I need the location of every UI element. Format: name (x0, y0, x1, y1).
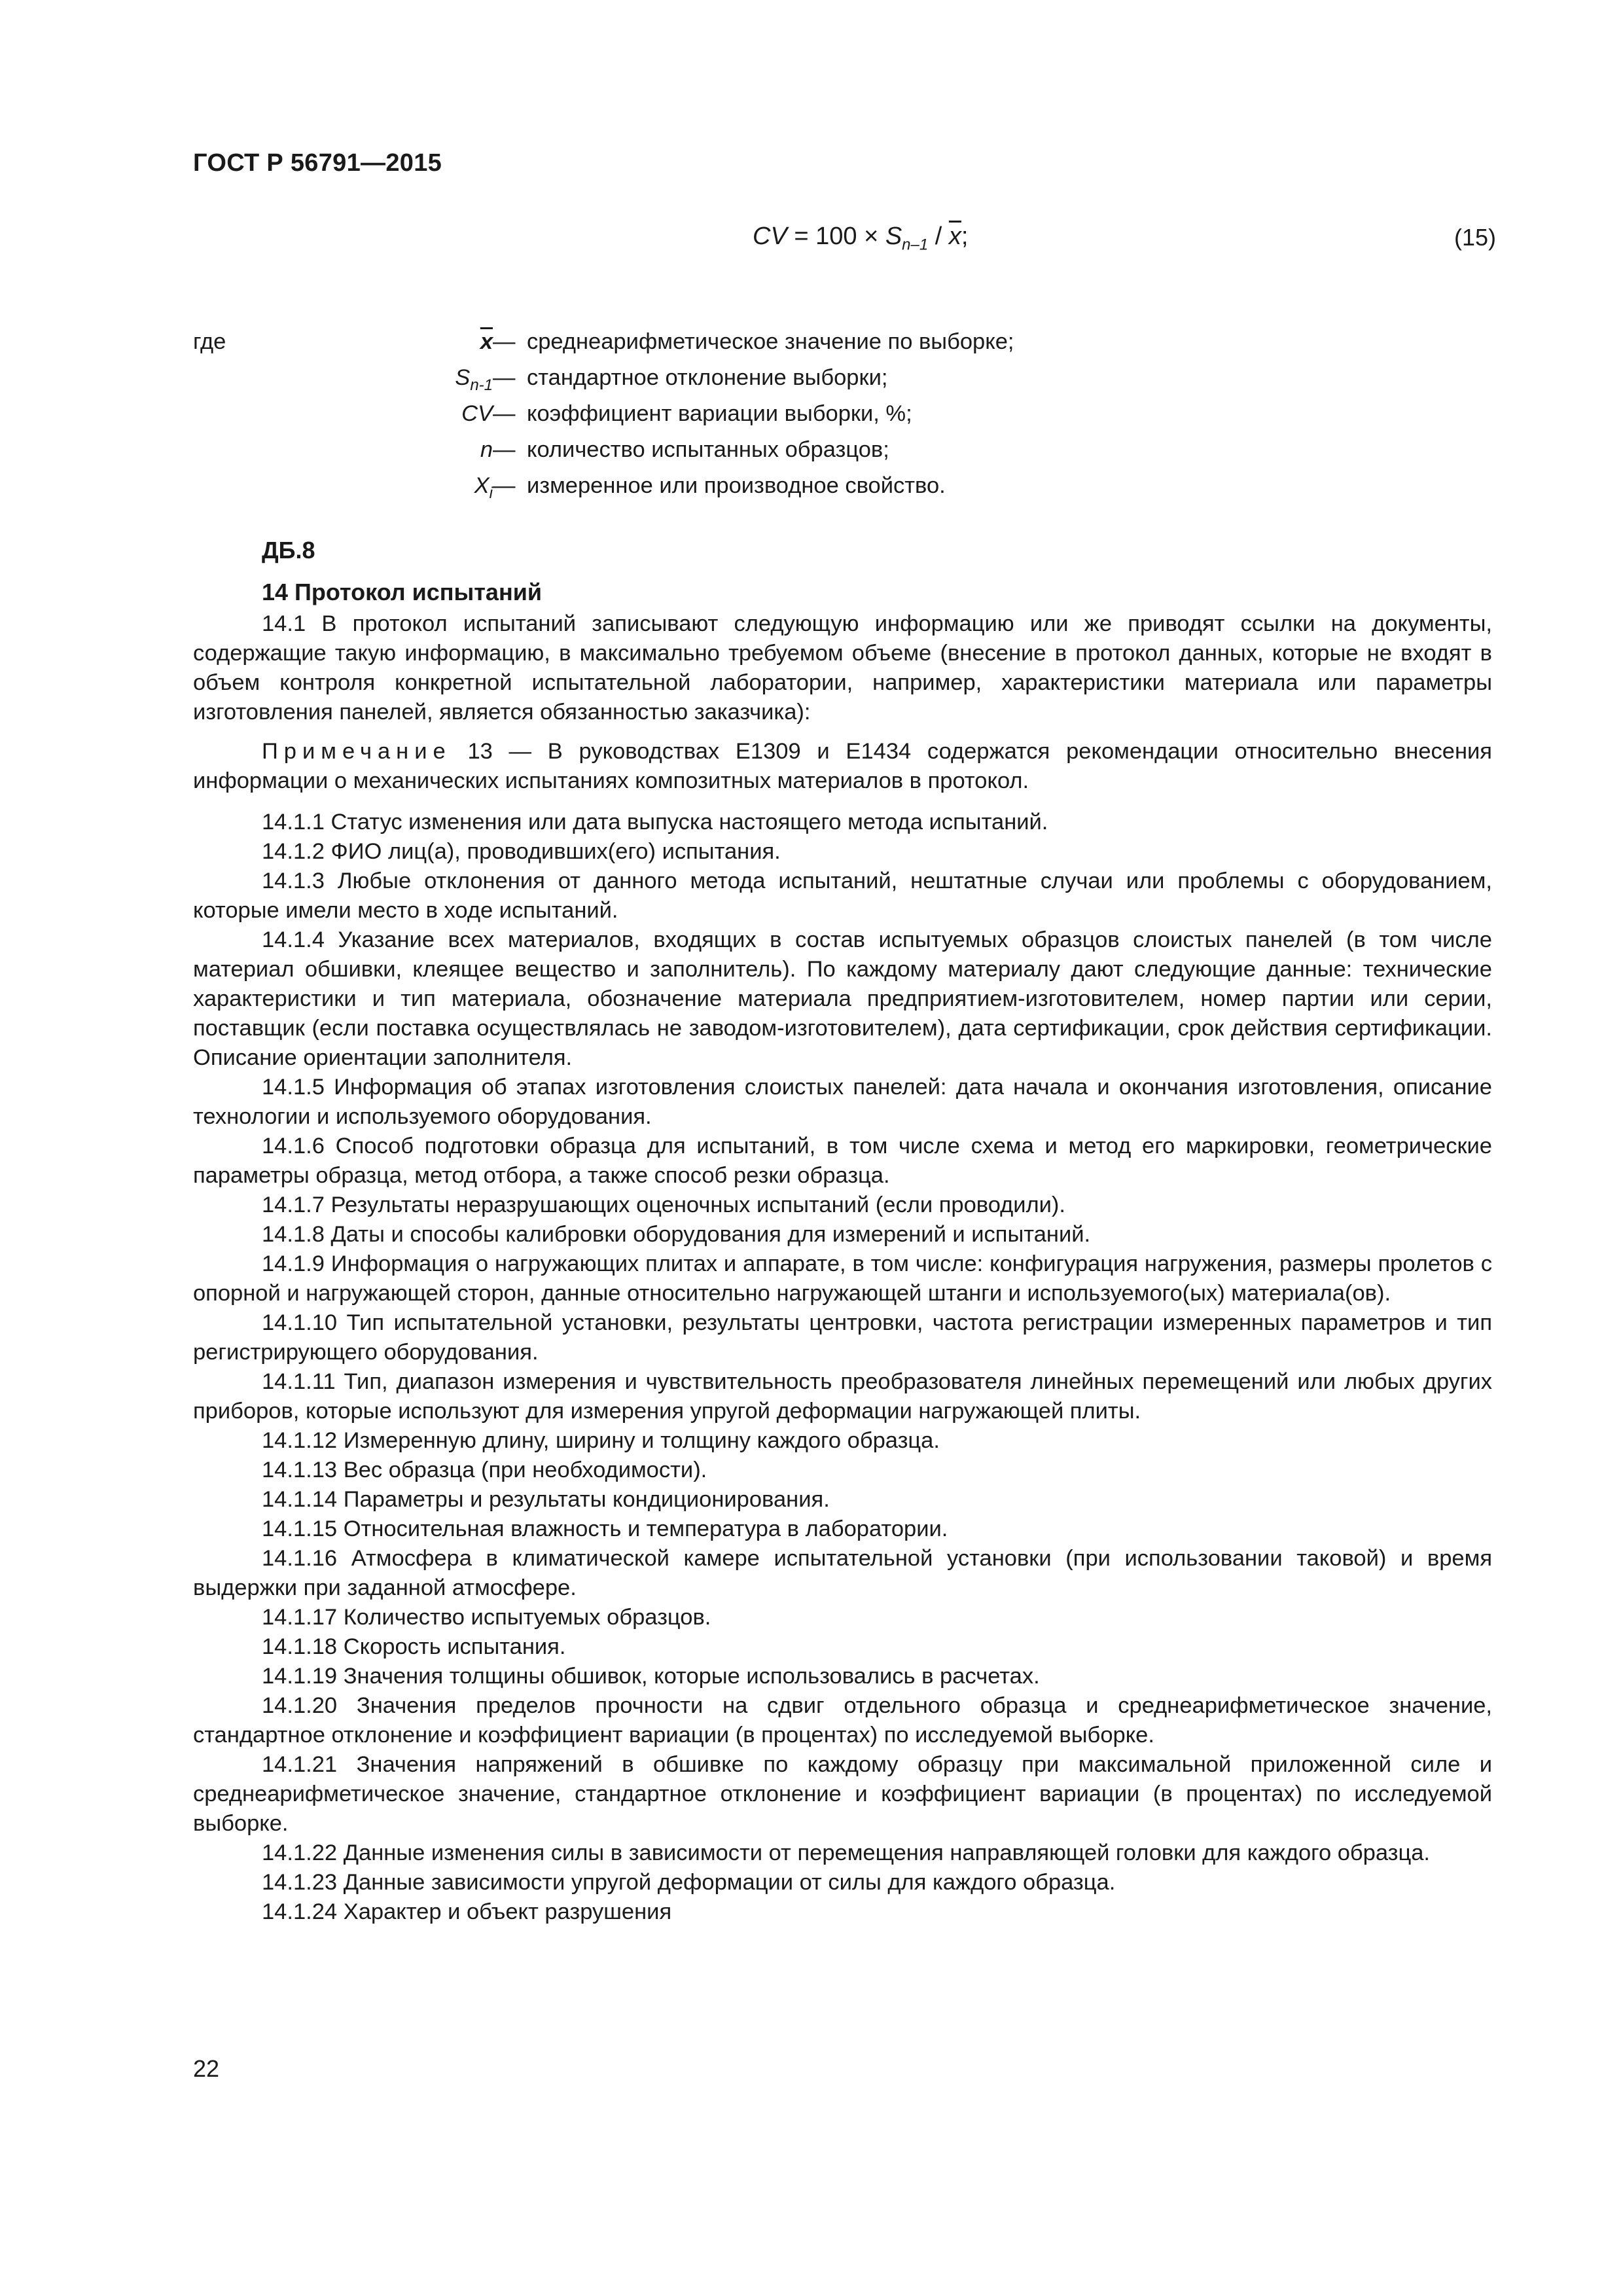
where-row (193, 396, 1502, 432)
section-label: ДБ.8 (262, 537, 315, 564)
formula-eq: = 100 × (787, 223, 885, 250)
where-symbol: $\overline{x}$ (480, 329, 493, 354)
protocol-item: 14.1.7 Результаты неразрушающих оценочных испытаний (если проводили). (262, 1193, 1066, 1217)
protocol-item: 14.1.18 Скорость испытания. (262, 1634, 566, 1659)
protocol-items-list (193, 808, 1492, 1927)
protocol-item: 14.1.17 Количество испытуемых образцов. (262, 1605, 711, 1630)
formula-lhs: CV (753, 223, 787, 250)
protocol-item: 14.1.5 Информация об этапах изготовления слоистых панелей: дата начала и окончания изготовления, описание технологии и используемого оборудования. (193, 1075, 1492, 1129)
protocol-item: 14.1.11 Тип, диапазон измерения и чувствительность преобразователя линейных перемещений или любых других приборов, которые используют для измерения упругой деформации нагружающей плиты. (193, 1369, 1492, 1424)
where-symbol: n (480, 437, 493, 462)
section-body (193, 533, 1492, 1927)
protocol-item: 14.1.24 Характер и объект разрушения (262, 1899, 672, 1924)
page-number: 22 (193, 2055, 220, 2082)
where-description: количество испытанных образцов; (527, 437, 889, 462)
where-description: среднеарифметическое значение по выборке; (527, 329, 1014, 354)
note-text: 13 — В руководствах Е1309 и Е1434 содержатся рекомендации относительно внесения информации о механических испытаниях композитных материалов в протокол. (193, 739, 1492, 793)
where-dash: — (493, 437, 516, 462)
formula-tail: ; (961, 223, 969, 250)
where-dash: — (493, 365, 516, 390)
equation-number: (15) (1454, 224, 1497, 251)
protocol-item: 14.1.23 Данные зависимости упругой деформации от силы для каждого образца. (262, 1870, 1116, 1895)
where-description: стандартное отклонение выборки; (527, 365, 888, 390)
protocol-item: 14.1.1 Статус изменения или дата выпуска настоящего метода испытаний. (262, 810, 1048, 834)
paragraph-14-1: 14.1 В протокол испытаний записывают следующую информацию или же приводят ссылки на документы, содержащие такую информацию, в максимально требуемом объеме (внесение в протокол данных, которые не входят в объем контроля конкретной испытательной лаборатории, например, характеристики материала или параметры изготовления панелей, является обязанностью заказчика): (193, 611, 1492, 725)
protocol-item: 14.1.4 Указание всех материалов, входящих в состав испытуемых образцов слоистых панелей (в том числе материал обшивки, клеящее вещество и заполнитель). По каждому материалу дают следующие данные: технические характеристики и тип материала, обозначение материала предприятием-изготовителем, номер партии или серии, поставщик (если поставка осуществлялась не заводом-изготовителем), дата сертификации, срок действия сертификации. Описание ориентации заполнителя. (193, 927, 1492, 1070)
protocol-item: 14.1.2 ФИО лиц(а), проводивших(его) испытания. (262, 839, 781, 864)
protocol-item: 14.1.9 Информация о нагружающих плитах и аппарате, в том числе: конфигурация нагружения, размеры пролетов с опорной и нагружающей сторон, данные относительно нагружающей штанги и используемого(ых) материала(ов). (193, 1251, 1492, 1306)
formula-div: / (928, 223, 949, 250)
where-dash: — (493, 401, 516, 426)
protocol-item: 14.1.15 Относительная влажность и температура в лаборатории. (262, 1516, 948, 1541)
formula-s: S (885, 223, 902, 250)
protocol-item: 14.1.13 Вес образца (при необходимости). (262, 1458, 707, 1482)
protocol-item: 14.1.10 Тип испытательной установки, результаты центровки, частота регистрации измеренных параметров и тип регистрирующего оборудования. (193, 1310, 1492, 1365)
where-row (193, 324, 1502, 360)
where-row (193, 468, 1502, 504)
protocol-item: 14.1.8 Даты и способы калибровки оборудования для измерений и испытаний. (262, 1222, 1091, 1247)
where-symbol: $X_i$ (474, 473, 493, 502)
where-symbol: CV (461, 401, 493, 426)
formula-s-sub: n–1 (902, 236, 929, 254)
where-block (193, 324, 1502, 504)
where-dash: — (493, 329, 516, 354)
note-label: Примечание (262, 739, 452, 764)
formula-xbar: $\overline{x}$ (948, 223, 961, 250)
where-dash: — (493, 473, 516, 498)
protocol-item: 14.1.19 Значения толщины обшивок, которые использовались в расчетах. (262, 1664, 1040, 1689)
protocol-item: 14.1.6 Способ подготовки образца для испытаний, в том числе схема и метод его маркировки, геометрические параметры образца, метод отбора, а также способ резки образца. (193, 1134, 1492, 1188)
protocol-item: 14.1.12 Измеренную длину, ширину и толщину каждого образца. (262, 1428, 940, 1453)
where-row (193, 432, 1502, 468)
protocol-item: 14.1.20 Значения пределов прочности на сдвиг отдельного образца и среднеарифметическое значение, стандартное отклонение и коэффициент вариации (в процентах) по исследуемой выборке. (193, 1693, 1492, 1748)
protocol-item: 14.1.14 Параметры и результаты кондиционирования. (262, 1487, 830, 1512)
formula-15 (753, 223, 968, 255)
where-intro: где (193, 329, 226, 354)
section-heading: 14 Протокол испытаний (262, 579, 542, 605)
where-description: измеренное или производное свойство. (527, 473, 946, 498)
note-13 (193, 737, 1492, 796)
where-description: коэффициент вариации выборки, %; (527, 401, 912, 426)
where-symbol: $S_{n-1}$ (455, 365, 493, 394)
document-header: ГОСТ Р 56791—2015 (193, 149, 442, 177)
protocol-item: 14.1.16 Атмосфера в климатической камере испытательной установки (при использовании таковой) и время выдержки при заданной атмосфере. (193, 1546, 1492, 1600)
protocol-item: 14.1.3 Любые отклонения от данного метода испытаний, нештатные случаи или проблемы с оборудованием, которые имели место в ходе испытаний. (193, 869, 1492, 923)
protocol-item: 14.1.22 Данные изменения силы в зависимости от перемещения направляющей головки для каждого образца. (262, 1840, 1431, 1865)
protocol-item: 14.1.21 Значения напряжений в обшивке по каждому образцу при максимальной приложенной силе и среднеарифметическое значение, стандартное отклонение и коэффициент вариации (в процентах) по исследуемой выборке. (193, 1752, 1492, 1836)
where-row (193, 360, 1502, 396)
